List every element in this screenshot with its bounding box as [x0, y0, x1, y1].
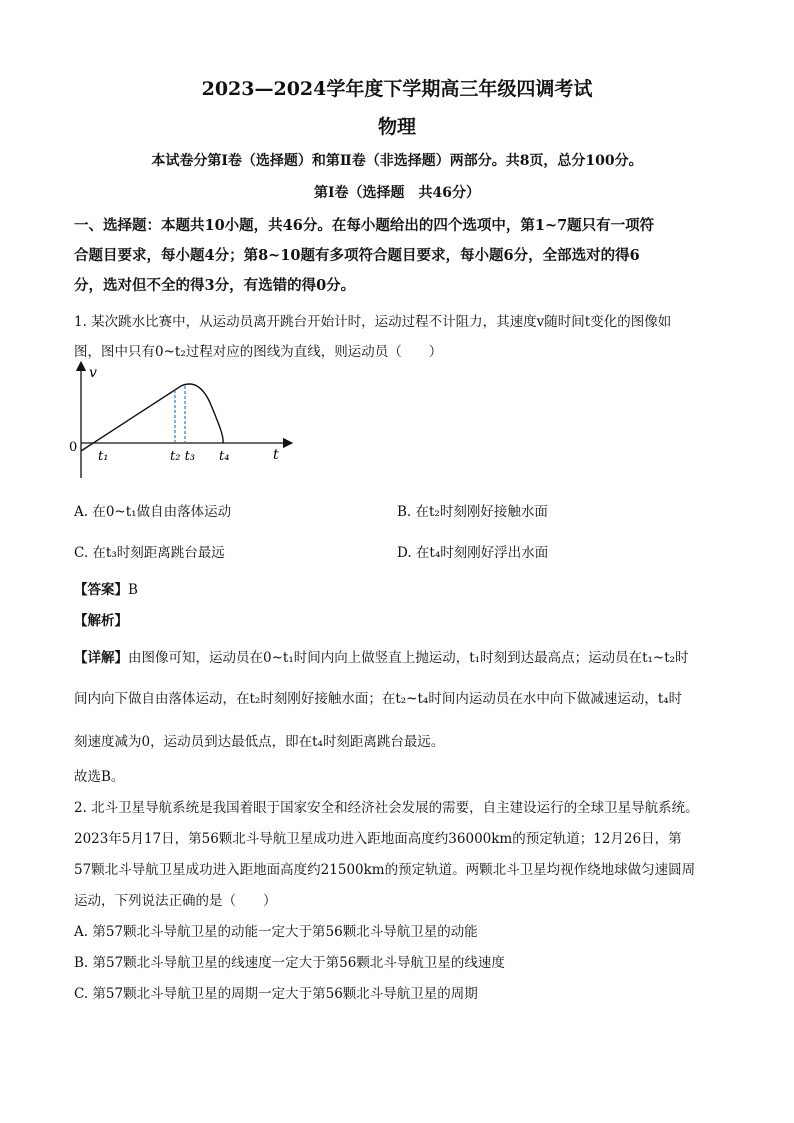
q1-option-a: A. 在0~t₁做自由落体运动	[74, 504, 232, 520]
q1-analysis-tag	[74, 609, 128, 629]
q1-detail-line3: 刻速度减为0，运动员到达最低点，即在t₄时刻距离跳台最远。	[74, 734, 445, 750]
q1-detail-line2: 间内向下做自由落体运动，在t₂时刻刚好接触水面；在t₂~t₄时间内运动员在水中向下做减速运动，t₄时	[74, 691, 683, 707]
vt-graph	[66, 360, 296, 482]
analysis-tag: 【解析】	[74, 613, 128, 629]
q2-stem-line3: 57颗北斗导航卫星成功进入距地面高度约21500km的预定轨道。两颗北斗卫星均视作绕地球做匀速圆周	[74, 862, 696, 878]
subject-title: 物理	[377, 116, 416, 138]
exam-title: 2023—2024学年度下学期高三年级四调考试	[201, 78, 593, 100]
origin-label: 0	[69, 440, 78, 455]
q2-option-c: C. 第57颗北斗导航卫星的周期一定大于第56颗北斗导航卫星的周期	[74, 986, 478, 1002]
q1-answer	[74, 578, 138, 598]
q2-stem-line4: 运动，下列说法正确的是（ ）	[74, 893, 277, 909]
velocity-curve	[81, 384, 223, 451]
detail-tag: 【详解】	[74, 650, 128, 666]
q1-option-b: B. 在t₂时刻刚好接触水面	[397, 504, 548, 520]
section-instructions-line3: 分，选对但不全的得3分，有选错的得0分。	[74, 277, 356, 294]
q1-option-c: C. 在t₃时刻距离跳台最远	[74, 545, 225, 561]
q2-stem-line2: 2023年5月17日，第56颗北斗导航卫星成功进入距地面高度约36000km的预定轨道；12月26日，第	[74, 831, 682, 847]
answer-value: B	[128, 582, 138, 598]
q1-detail-line1	[74, 646, 689, 666]
q1-conclusion: 故选B。	[74, 769, 125, 785]
section-instructions-line1: 一、选择题：本题共10小题，共46分。在每小题给出的四个选项中，第1~7题只有一项符	[74, 217, 655, 234]
q1-option-d: D. 在t₄时刻刚好浮出水面	[397, 545, 549, 561]
detail-text-1: 由图像可知，运动员在0~t₁时间内向上做竖直上抛运动，t₁时刻到达最高点；运动员在t₁~t₂时	[128, 650, 689, 666]
t1-label: t₁	[98, 449, 109, 464]
q1-stem-line2: 图，图中只有0~t₂过程对应的图线为直线，则运动员（ ）	[74, 344, 443, 360]
section-instructions-line2: 合题目要求，每小题4分；第8~10题有多项符合题目要求，每小题6分，全部选对的得6	[74, 247, 640, 264]
t4-label: t₄	[219, 449, 230, 464]
t2-t3-label: t₂ t₃	[170, 449, 196, 464]
part-title: 第Ⅰ卷（选择题 共46分）	[313, 185, 481, 201]
v-axis-label: v	[89, 365, 97, 381]
exam-intro: 本试卷分第Ⅰ卷（选择题）和第Ⅱ卷（非选择题）两部分。共8页，总分100分。	[151, 153, 643, 169]
q2-option-b: B. 第57颗北斗导航卫星的线速度一定大于第56颗北斗导航卫星的线速度	[74, 955, 505, 971]
answer-tag: 【答案】	[74, 582, 128, 598]
q2-stem-line1: 2. 北斗卫星导航系统是我国着眼于国家安全和经济社会发展的需要，自主建设运行的全球卫星导航系统。	[74, 800, 699, 816]
q1-stem-line1: 1. 某次跳水比赛中，从运动员离开跳台开始计时，运动过程不计阻力，其速度v随时间t变化的图像如	[74, 314, 672, 330]
q2-option-a: A. 第57颗北斗导航卫星的动能一定大于第56颗北斗导航卫星的动能	[74, 924, 478, 940]
t-axis-label: t	[273, 447, 279, 463]
